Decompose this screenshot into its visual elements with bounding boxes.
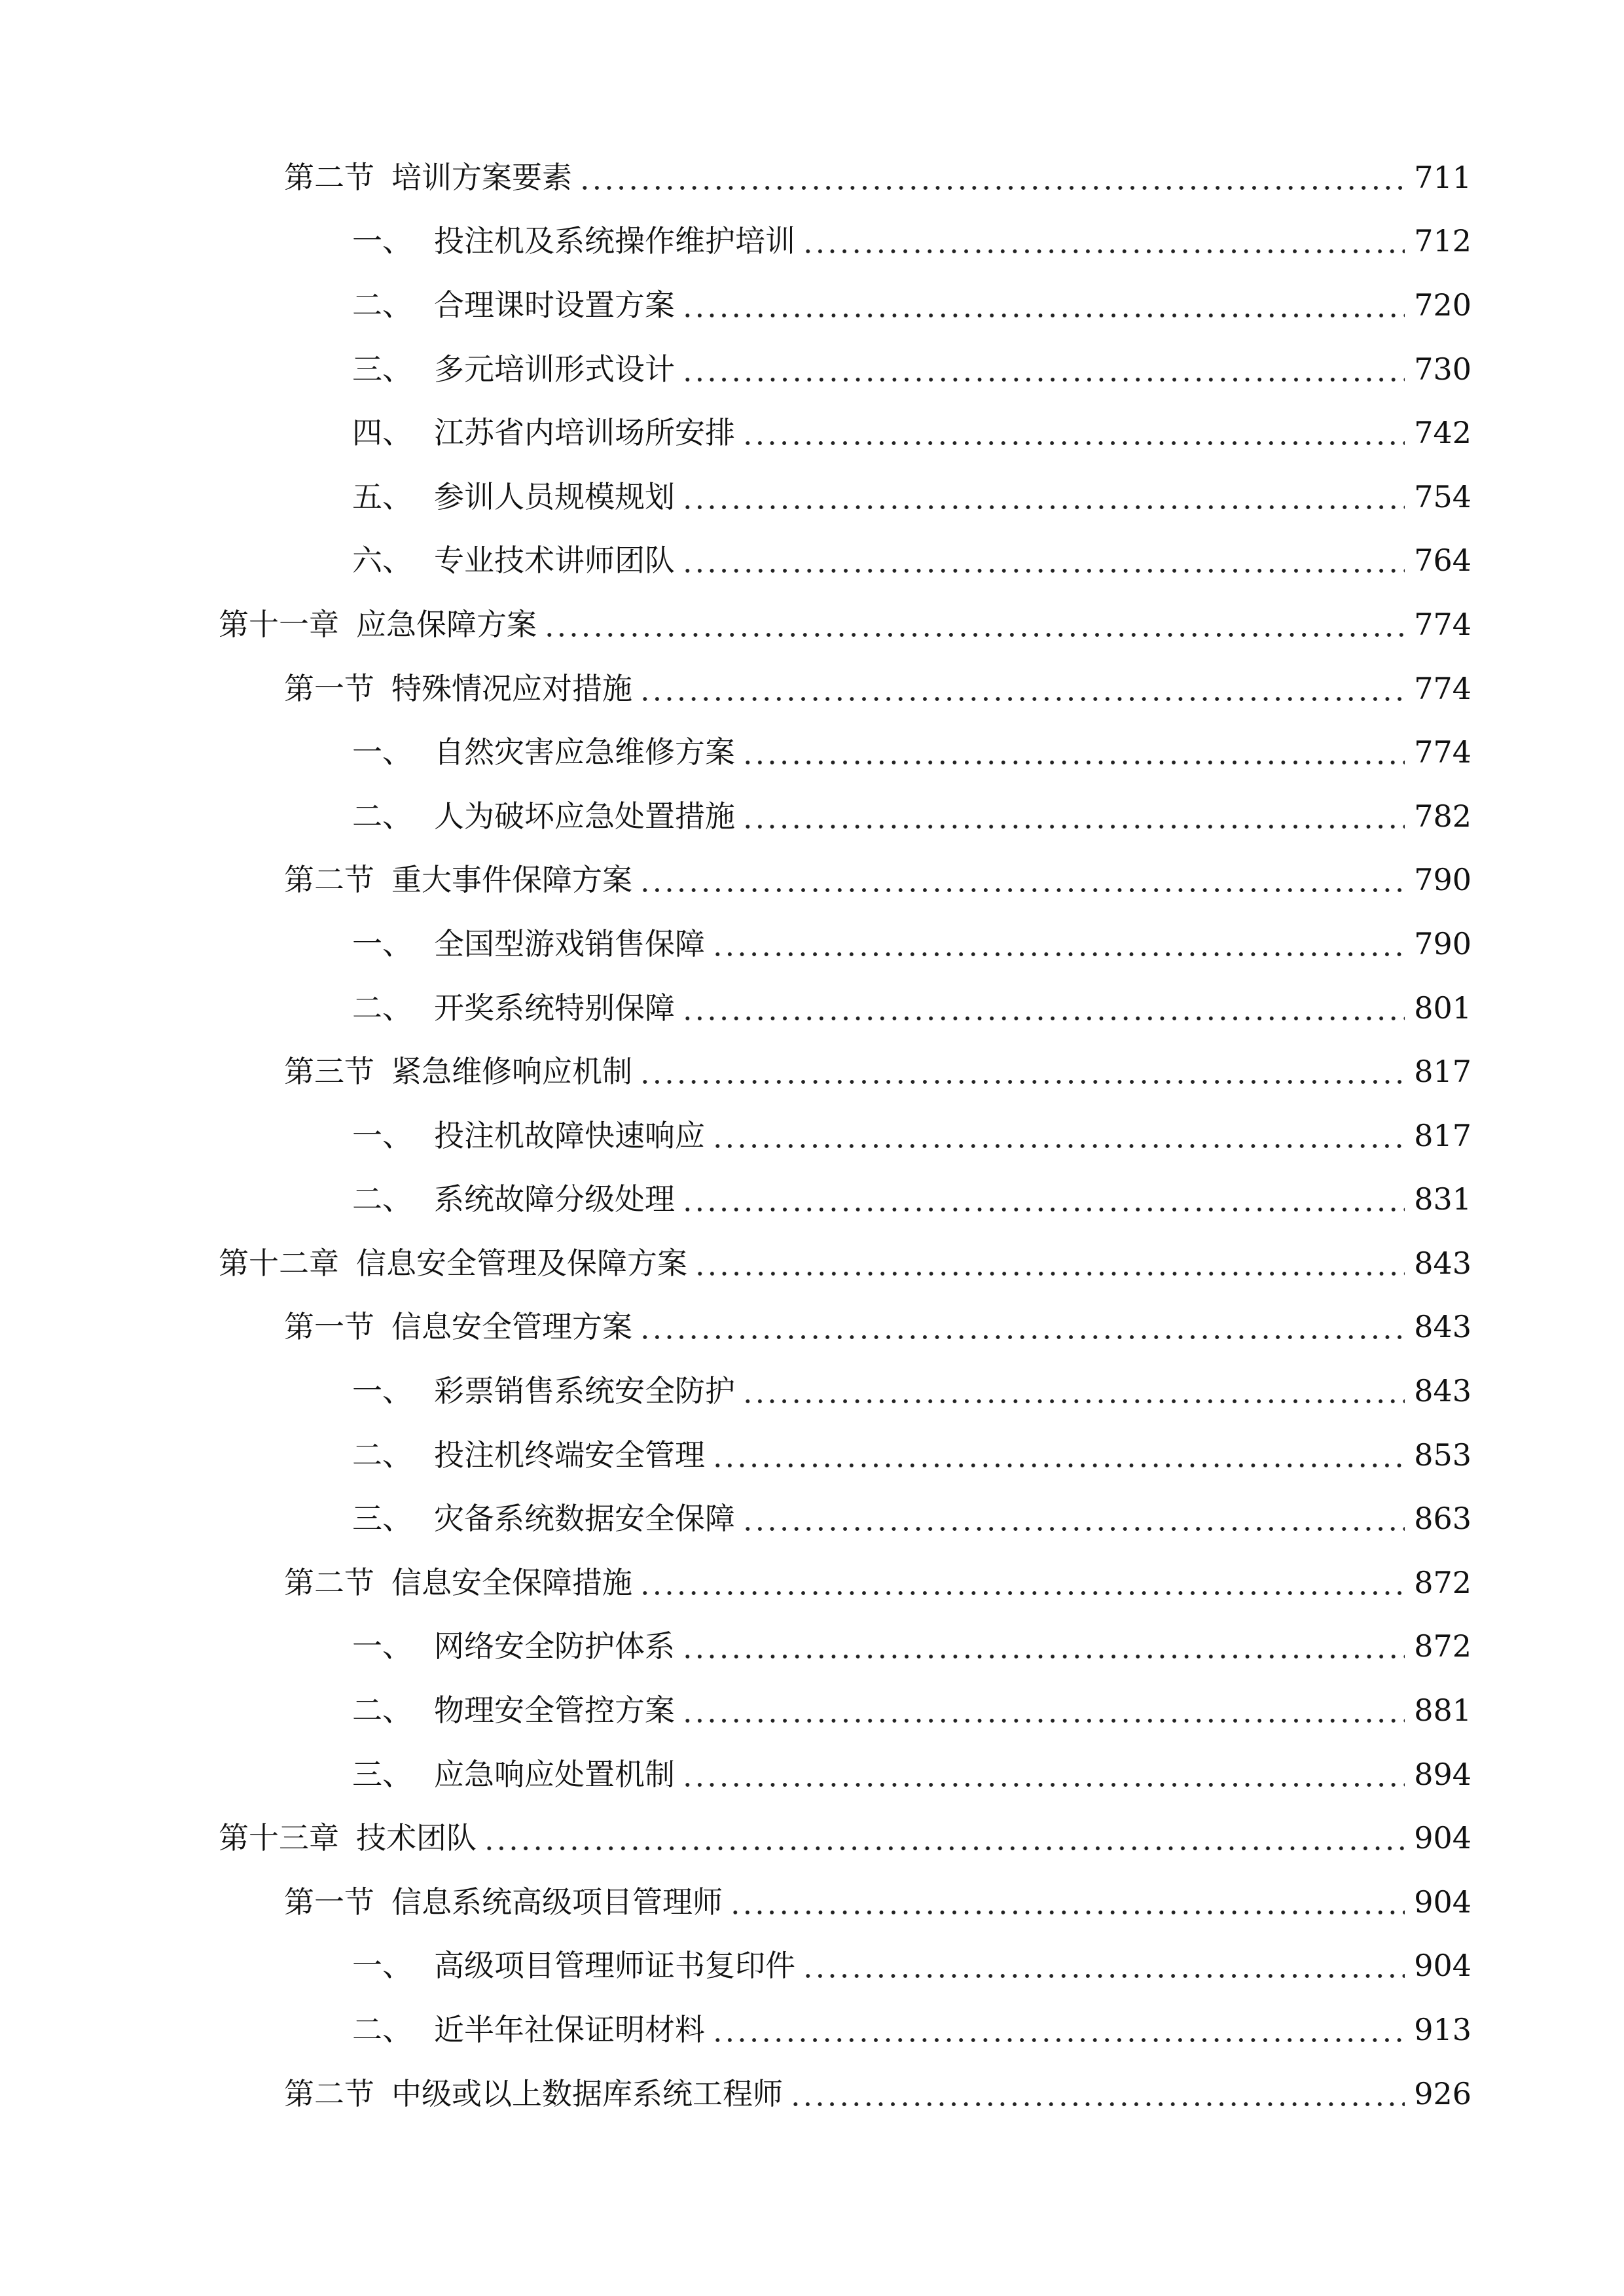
toc-entry-page-number: 817 xyxy=(1414,1054,1471,1090)
toc-entry-title: 高级项目管理师证书复印件 xyxy=(434,1948,795,1984)
toc-entry-page-number: 872 xyxy=(1414,1628,1471,1664)
toc-entry-title: 技术团队 xyxy=(356,1820,477,1856)
toc-entry-page-number: 774 xyxy=(1414,734,1471,770)
dot-leader xyxy=(639,1312,1405,1342)
toc-entry-number: 第三节 xyxy=(284,1054,374,1090)
dot-leader xyxy=(483,1823,1405,1853)
toc-entry[interactable] xyxy=(0,1295,1624,1359)
dot-leader xyxy=(681,290,1405,320)
toc-entry-number: 二、 xyxy=(352,990,412,1026)
toc-entry-page-number: 720 xyxy=(1414,287,1471,323)
toc-entry[interactable] xyxy=(0,1103,1624,1168)
toc-entry-page-number: 863 xyxy=(1414,1501,1471,1537)
dot-leader xyxy=(681,1631,1405,1661)
toc-entry-title: 应急响应处置机制 xyxy=(434,1756,675,1792)
toc-entry-title: 系统故障分级处理 xyxy=(434,1181,675,1217)
toc-entry-title: 彩票销售系统安全防护 xyxy=(434,1373,735,1409)
toc-entry-page-number: 843 xyxy=(1414,1373,1471,1409)
toc-entry-page-number: 782 xyxy=(1414,798,1471,834)
toc-entry-page-number: 843 xyxy=(1414,1245,1471,1281)
dot-leader xyxy=(639,1056,1405,1086)
toc-entry-title: 人为破坏应急处置措施 xyxy=(434,798,735,834)
toc-entry[interactable] xyxy=(0,1678,1624,1742)
toc-entry-number: 第十一章 xyxy=(219,606,339,642)
dot-leader xyxy=(712,2015,1405,2045)
toc-entry-number: 一、 xyxy=(352,1628,412,1664)
toc-entry-number: 一、 xyxy=(352,1373,412,1409)
toc-entry-title: 应急保障方案 xyxy=(356,606,537,642)
toc-entry-page-number: 831 xyxy=(1414,1181,1471,1217)
dot-leader xyxy=(742,737,1405,767)
toc-entry-number: 第十二章 xyxy=(219,1245,339,1281)
toc-entry-number: 一、 xyxy=(352,925,412,961)
toc-entry-page-number: 764 xyxy=(1414,543,1471,579)
dot-leader xyxy=(639,1568,1405,1598)
dot-leader xyxy=(712,1440,1405,1470)
toc-entry-page-number: 754 xyxy=(1414,478,1471,514)
toc-entry-number: 第二节 xyxy=(284,1564,374,1600)
toc-entry-page-number: 742 xyxy=(1414,415,1471,451)
toc-entry-number: 第十三章 xyxy=(219,1820,339,1856)
toc-entry[interactable] xyxy=(0,720,1624,784)
toc-entry-number: 一、 xyxy=(352,734,412,770)
toc-entry[interactable] xyxy=(0,1998,1624,2062)
toc-entry-page-number: 774 xyxy=(1414,606,1471,642)
table-of-contents xyxy=(0,145,1624,2125)
toc-entry[interactable] xyxy=(0,976,1624,1040)
dot-leader xyxy=(579,162,1405,192)
toc-entry-page-number: 872 xyxy=(1414,1564,1471,1600)
toc-entry-page-number: 790 xyxy=(1414,925,1471,961)
toc-entry-page-number: 913 xyxy=(1414,2012,1471,2048)
toc-entry-number: 二、 xyxy=(352,287,412,323)
toc-entry-title: 特殊情况应对措施 xyxy=(391,670,632,706)
dot-leader xyxy=(681,1759,1405,1789)
toc-entry-number: 一、 xyxy=(352,1948,412,1984)
dot-leader xyxy=(802,226,1405,256)
toc-entry[interactable] xyxy=(0,912,1624,976)
toc-entry[interactable] xyxy=(0,1742,1624,1806)
toc-entry-title: 重大事件保障方案 xyxy=(391,862,632,898)
dot-leader xyxy=(639,673,1405,704)
toc-entry[interactable] xyxy=(0,401,1624,465)
dot-leader xyxy=(789,2079,1405,2109)
toc-entry-title: 物理安全管控方案 xyxy=(434,1693,675,1729)
toc-entry-page-number: 904 xyxy=(1414,1884,1471,1920)
dot-leader xyxy=(681,1695,1405,1725)
toc-entry-title: 投注机故障快速响应 xyxy=(434,1117,705,1153)
toc-entry-page-number: 790 xyxy=(1414,862,1471,898)
dot-leader xyxy=(742,1376,1405,1406)
toc-entry-page-number: 711 xyxy=(1414,159,1471,195)
toc-entry-page-number: 712 xyxy=(1414,223,1471,259)
toc-entry-number: 第二节 xyxy=(284,159,374,195)
dot-leader xyxy=(639,865,1405,895)
dot-leader xyxy=(681,482,1405,512)
dot-leader xyxy=(694,1248,1405,1278)
toc-entry-number: 四、 xyxy=(352,415,412,451)
toc-entry[interactable] xyxy=(0,592,1624,656)
toc-entry-page-number: 730 xyxy=(1414,351,1471,387)
toc-entry[interactable] xyxy=(0,656,1624,721)
toc-entry-title: 专业技术讲师团队 xyxy=(434,543,675,579)
toc-entry-number: 三、 xyxy=(352,1756,412,1792)
toc-entry-number: 一、 xyxy=(352,223,412,259)
toc-entry-title: 近半年社保证明材料 xyxy=(434,2012,705,2048)
toc-entry-number: 第二节 xyxy=(284,2075,374,2111)
dot-leader xyxy=(742,801,1405,831)
toc-entry-title: 培训方案要素 xyxy=(391,159,572,195)
toc-entry-title: 紧急维修响应机制 xyxy=(391,1054,632,1090)
toc-entry-number: 二、 xyxy=(352,798,412,834)
toc-entry-page-number: 904 xyxy=(1414,1820,1471,1856)
toc-entry[interactable] xyxy=(0,1870,1624,1934)
toc-entry-title: 信息系统高级项目管理师 xyxy=(391,1884,723,1920)
toc-entry-title: 信息安全管理方案 xyxy=(391,1309,632,1345)
toc-entry-title: 投注机及系统操作维护培训 xyxy=(434,223,795,259)
toc-entry-page-number: 894 xyxy=(1414,1756,1471,1792)
toc-entry-number: 第一节 xyxy=(284,1884,374,1920)
toc-entry-number: 二、 xyxy=(352,1437,412,1473)
toc-entry-title: 信息安全管理及保障方案 xyxy=(356,1245,687,1281)
toc-entry-title: 参训人员规模规划 xyxy=(434,478,675,514)
toc-entry-page-number: 853 xyxy=(1414,1437,1471,1473)
toc-entry-title: 投注机终端安全管理 xyxy=(434,1437,705,1473)
toc-entry-title: 江苏省内培训场所安排 xyxy=(434,415,735,451)
toc-entry-page-number: 774 xyxy=(1414,670,1471,706)
toc-entry-page-number: 881 xyxy=(1414,1693,1471,1729)
toc-entry-title: 开奖系统特别保障 xyxy=(434,990,675,1026)
toc-entry-page-number: 926 xyxy=(1414,2075,1471,2111)
toc-entry[interactable] xyxy=(0,529,1624,593)
toc-entry[interactable] xyxy=(0,1039,1624,1103)
dot-leader xyxy=(742,1503,1405,1534)
toc-entry[interactable] xyxy=(0,1359,1624,1423)
toc-entry-number: 三、 xyxy=(352,1501,412,1537)
dot-leader xyxy=(802,1950,1405,1981)
dot-leader xyxy=(681,1184,1405,1214)
toc-entry-number: 三、 xyxy=(352,351,412,387)
toc-entry-page-number: 843 xyxy=(1414,1309,1471,1345)
toc-entry-number: 二、 xyxy=(352,1693,412,1729)
toc-entry-number: 五、 xyxy=(352,478,412,514)
toc-entry[interactable] xyxy=(0,1615,1624,1679)
toc-entry[interactable] xyxy=(0,2062,1624,2126)
dot-leader xyxy=(729,1887,1405,1917)
toc-entry-number: 第一节 xyxy=(284,670,374,706)
toc-entry[interactable] xyxy=(0,145,1624,209)
toc-entry-title: 多元培训形式设计 xyxy=(434,351,675,387)
toc-entry-title: 灾备系统数据安全保障 xyxy=(434,1501,735,1537)
toc-entry-number: 六、 xyxy=(352,543,412,579)
toc-entry-title: 合理课时设置方案 xyxy=(434,287,675,323)
toc-entry-number: 第一节 xyxy=(284,1309,374,1345)
dot-leader xyxy=(742,418,1405,448)
toc-entry[interactable] xyxy=(0,465,1624,529)
toc-entry[interactable] xyxy=(0,784,1624,848)
toc-entry[interactable] xyxy=(0,848,1624,912)
toc-entry-page-number: 904 xyxy=(1414,1948,1471,1984)
toc-entry[interactable] xyxy=(0,273,1624,337)
dot-leader xyxy=(681,545,1405,575)
toc-entry-page-number: 817 xyxy=(1414,1117,1471,1153)
toc-entry[interactable] xyxy=(0,1486,1624,1551)
toc-entry-number: 第二节 xyxy=(284,862,374,898)
dot-leader xyxy=(543,609,1405,639)
toc-entry[interactable] xyxy=(0,1423,1624,1487)
toc-entry[interactable] xyxy=(0,209,1624,274)
toc-entry-title: 中级或以上数据库系统工程师 xyxy=(391,2075,783,2111)
toc-entry-number: 二、 xyxy=(352,2012,412,2048)
toc-entry[interactable] xyxy=(0,1806,1624,1870)
dot-leader xyxy=(681,354,1405,384)
toc-entry[interactable] xyxy=(0,1168,1624,1232)
dot-leader xyxy=(712,1121,1405,1151)
toc-entry-number: 二、 xyxy=(352,1181,412,1217)
toc-entry[interactable] xyxy=(0,1934,1624,1998)
toc-entry[interactable] xyxy=(0,1231,1624,1295)
toc-entry[interactable] xyxy=(0,1551,1624,1615)
toc-entry-number: 一、 xyxy=(352,1117,412,1153)
toc-entry[interactable] xyxy=(0,337,1624,401)
toc-entry-title: 全国型游戏销售保障 xyxy=(434,925,705,961)
dot-leader xyxy=(681,993,1405,1023)
toc-entry-page-number: 801 xyxy=(1414,990,1471,1026)
toc-entry-title: 网络安全防护体系 xyxy=(434,1628,675,1664)
toc-entry-title: 信息安全保障措施 xyxy=(391,1564,632,1600)
toc-entry-title: 自然灾害应急维修方案 xyxy=(434,734,735,770)
dot-leader xyxy=(712,929,1405,959)
